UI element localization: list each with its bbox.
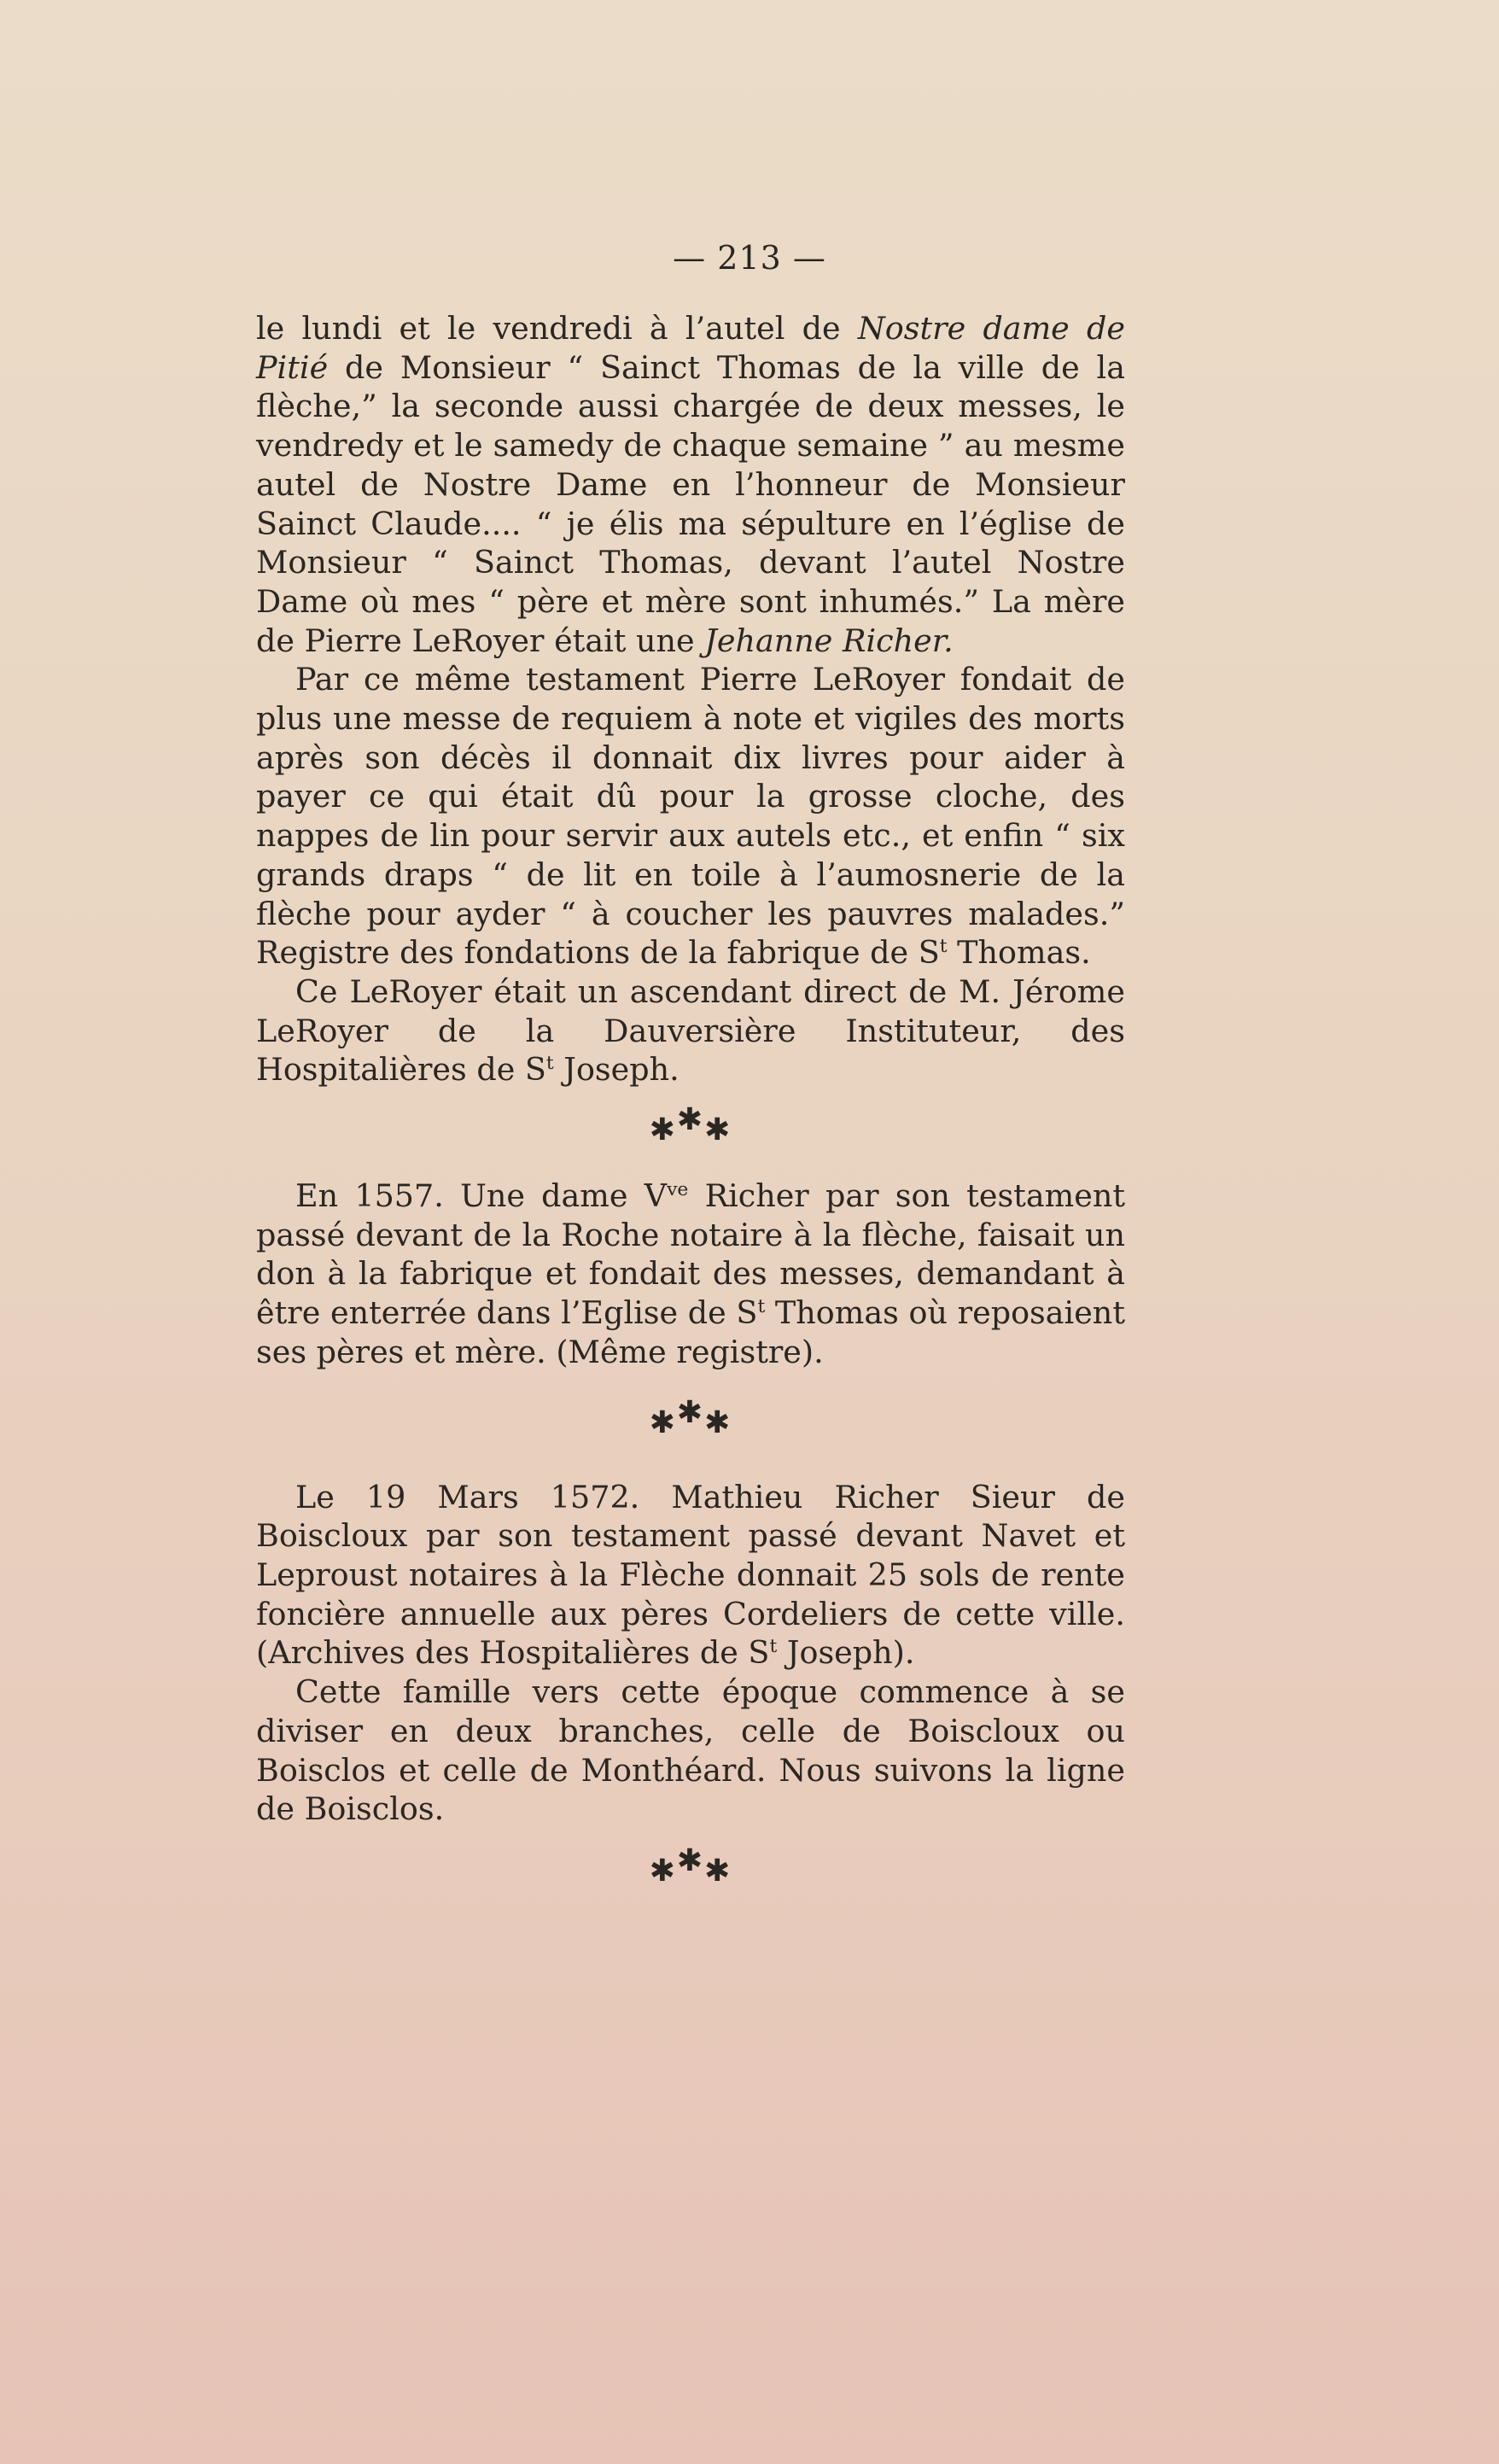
paragraph-1572	[256, 1478, 1125, 1673]
section-ornament	[256, 1394, 1125, 1449]
text-run: Joseph.	[553, 1051, 680, 1089]
text-run: En 1557. Une dame V	[295, 1177, 668, 1215]
asterism-ornament: ✱✱✱	[649, 1394, 732, 1440]
text-run: le lundi et le vendredi à l’autel de	[256, 310, 858, 347]
text-run: Joseph).	[777, 1634, 915, 1672]
asterism-ornament: ✱✱✱	[649, 1842, 732, 1889]
page-number: — 213 —	[673, 239, 826, 277]
paragraph-ancestor	[256, 972, 1125, 1089]
text-run: Par ce même testament Pierre LeRoyer fondait de plus une messe de requiem à note et vigiles des morts après son décès il donnait dix livres pour aider à payer ce qui était dû pour la grosse cloche, des nappes de lin pour servir aux autels etc., et enfin “ six grands draps “ de lit en toile à l’aumosnerie de la flèche pour ayder “ à coucher les pauvres malades.” Registre des fondations de la fabrique de S	[256, 661, 1125, 972]
paragraph-family-branches	[256, 1673, 1125, 1829]
section-ornament	[256, 1102, 1125, 1156]
paragraph-same-testament	[256, 660, 1125, 972]
superscript: t	[757, 1296, 766, 1318]
section-ornament	[256, 1842, 1125, 1897]
text-run: Le 19 Mars 1572. Mathieu Richer Sieur de Boiscloux par son testament passé devant Navet et Leproust notaires à la Flèche donnait 25 sols de rente foncière annuelle aux pères Cordeliers de cette ville. (Archives des Hospitalières de S	[256, 1478, 1125, 1672]
text-column	[256, 309, 1125, 1918]
italic-chapel-name: Nostre dame de Pitié	[256, 310, 1125, 386]
text-run: Ce LeRoyer était un ascendant direct de M. Jérome LeRoyer de la Dauversière Instituteur, des Hospitalières de S	[256, 972, 1125, 1089]
superscript: t	[939, 936, 948, 958]
asterism-ornament: ✱✱✱	[649, 1102, 732, 1148]
text-run: de Monsieur “ Sainct Thomas de la ville de la flèche,” la seconde aussi chargée de deux messes, le vendredy et le samedy de chaque semaine ” au mesme autel de Nostre Dame en l’honneur de Monsieur Sainct Claude.... “ je élis ma sépulture en l’église de Monsieur “ Sainct Thomas, devant l’autel Nostre Dame où mes “ père et mère sont inhumés.” La mère de Pierre LeRoyer était une	[256, 348, 1125, 659]
superscript: ve	[667, 1178, 689, 1200]
italic-person-name: Jehanne Richer.	[704, 622, 954, 659]
paragraph-1557	[256, 1177, 1125, 1372]
paragraph-testament-continuation	[256, 309, 1125, 660]
text-run: Thomas.	[947, 934, 1091, 972]
superscript: t	[769, 1636, 778, 1658]
text-run: Richer par son testament passé devant de la Roche notaire à la flèche, faisait un don à la fabrique et fondait des messes, demandant à être enterrée dans l’Eglise de S	[256, 1177, 1125, 1332]
text-run: Thomas où reposaient ses pères et mère. (Même registre).	[256, 1294, 1125, 1370]
superscript: t	[545, 1053, 554, 1075]
text-run: Cette famille vers cette époque commence à se diviser en deux branches, celle de Boiscloux ou Boisclos et celle de Monthéard. Nous suivons la ligne de Boisclos.	[256, 1673, 1125, 1828]
